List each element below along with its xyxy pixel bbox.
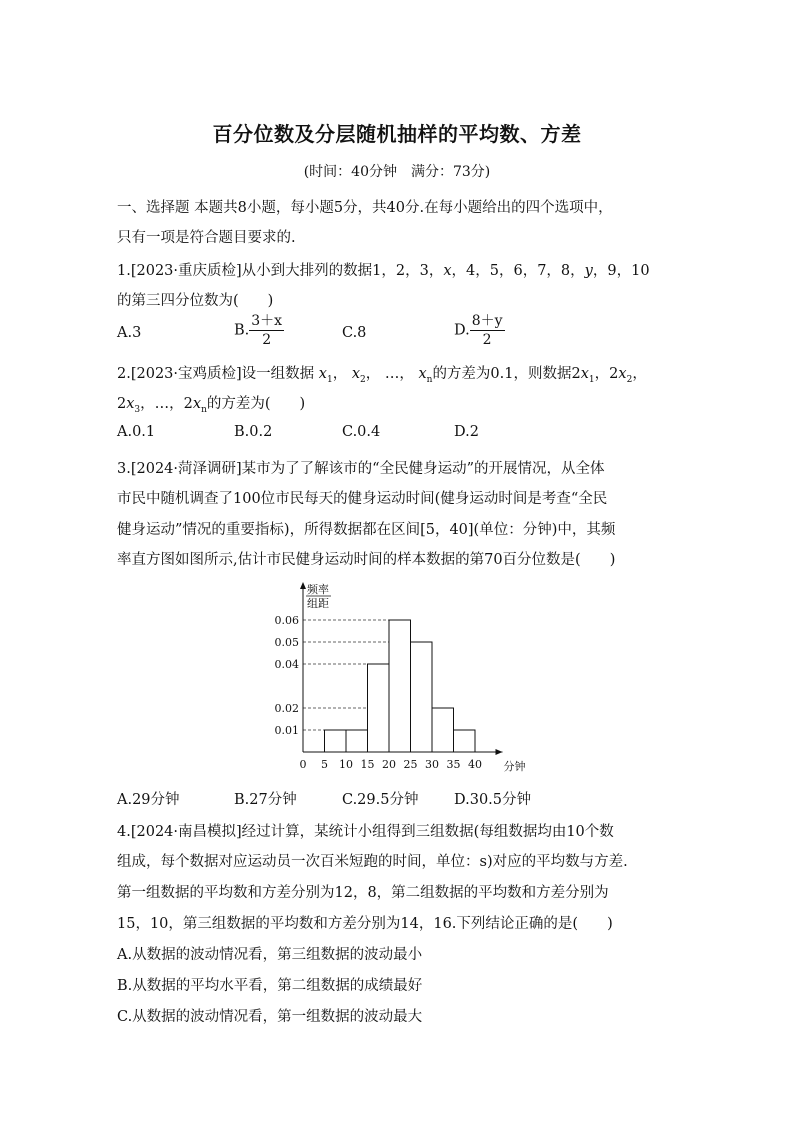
q1-var-x: x: [443, 263, 452, 279]
q1-option-b-fraction: [249, 312, 284, 349]
x-tick-label: 40: [468, 758, 482, 771]
q2-option-b: B.0.2: [234, 424, 273, 440]
q2-sub: 2: [626, 374, 633, 385]
q1-option-d: [454, 312, 505, 349]
q1-option-a: A.3: [117, 325, 142, 341]
x-tick-label: 10: [339, 758, 353, 771]
y-tick-label: 0.06: [274, 614, 299, 627]
fraction-numerator: 8＋y: [471, 313, 503, 329]
q3-stem-line3: 健身运动”情况的重要指标)，所得数据都在区间[5，40](单位：分钟)中，其频: [117, 522, 616, 538]
x-axis-label: 分钟: [503, 760, 526, 773]
x-tick-label: 35: [446, 758, 461, 771]
histogram-bar: [454, 730, 476, 752]
y-axis-label-numerator: 频率: [307, 583, 329, 596]
x-tick-label: 5: [321, 758, 328, 771]
q2-option-c: C.0.4: [342, 424, 381, 440]
q1-text-a: 1.[2023·重庆质检]从小到大排列的数据1，2，3，: [117, 263, 444, 279]
x-origin-label: 0: [299, 758, 307, 771]
q2-option-a: A.0.1: [117, 424, 156, 440]
q2-ellipsis: …: [384, 366, 400, 382]
x-tick-label: 25: [403, 758, 418, 771]
q4-option-a: A.从数据的波动情况看，第三组数据的波动最小: [117, 947, 423, 963]
frequency-histogram: [260, 580, 530, 778]
q4-stem-line4: 15，10，第三组数据的平均数和方差分别为14，16.下列结论正确的是( ): [117, 916, 613, 932]
histogram-bar: [389, 620, 411, 752]
section-heading-line1: 一、选择题 本题共8小题，每小题5分，共40分.在每小题给出的四个选项中，: [117, 200, 613, 216]
x-tick-label: 30: [425, 758, 439, 771]
q2-sub: n: [426, 374, 433, 385]
histogram-bar: [368, 664, 390, 752]
q2-var: x: [418, 366, 427, 382]
q2-sep: ，: [399, 366, 414, 382]
q2-sep: ，: [632, 366, 647, 382]
y-axis-label-denominator: 组距: [307, 597, 329, 610]
q3-option-c: C.29.5分钟: [342, 792, 419, 808]
q2-var: x: [580, 366, 589, 382]
q2-var: x: [318, 366, 327, 382]
q2-sep: ，: [169, 396, 184, 412]
q2-sub: 1: [588, 374, 595, 385]
q2-option-d: D.2: [454, 424, 479, 440]
fraction-denominator: 2: [482, 332, 492, 348]
q3-option-d: D.30.5分钟: [454, 792, 532, 808]
q3-option-b: B.27分钟: [234, 792, 297, 808]
q3-option-a: A.29分钟: [117, 792, 180, 808]
histogram-bar: [346, 730, 368, 752]
q2-sep: ，: [594, 366, 610, 382]
y-axis-arrow: [300, 582, 306, 589]
q1-text-c: ，9，10: [592, 263, 650, 279]
q4-option-b: B.从数据的平均水平看，第二组数据的成绩最好: [117, 978, 423, 994]
q4-stem-line2: 组成，每个数据对应运动员一次百米短跑的时间，单位：s)对应的平均数与方差.: [117, 854, 628, 870]
q1-text-b: ，4，5，6，7，8，: [451, 263, 585, 279]
q1-var-y: y: [584, 263, 593, 279]
q2-coef: 2: [571, 366, 581, 382]
q2-coef: 2: [609, 366, 619, 382]
q2-coef: 2: [183, 396, 193, 412]
exam-meta: (时间：40分钟 满分：73分): [303, 164, 491, 180]
q1-option-b-label: B.: [234, 322, 250, 339]
q1-option-b: [234, 312, 284, 349]
section-heading-line2: 只有一项是符合题目要求的.: [117, 230, 296, 246]
q1-option-d-fraction: [470, 312, 505, 349]
histogram-bar: [411, 642, 433, 752]
x-tick-label: 15: [360, 758, 375, 771]
y-tick-label: 0.05: [274, 636, 299, 649]
fraction-numerator: 3＋x: [251, 313, 283, 329]
q2-var: x: [351, 366, 360, 382]
q3-stem-line4: 率直方图如图所示,估计市民健身运动时间的样本数据的第70百分位数是( ): [117, 552, 616, 568]
y-tick-label: 0.02: [274, 702, 299, 715]
q2-text-b: 的方差为0.1，则数据: [432, 366, 572, 382]
q1-option-c: C.8: [342, 325, 367, 341]
q2-sep: ，: [140, 396, 155, 412]
q2-var: x: [126, 396, 135, 412]
q4-option-c: C.从数据的波动情况看，第一组数据的波动最大: [117, 1009, 423, 1025]
q2-stem-line2: [117, 392, 305, 415]
q3-stem-line1: 3.[2024·菏泽调研]某市为了了解该市的“全民健身运动”的开展情况，从全体: [117, 461, 605, 477]
q2-var: x: [618, 366, 627, 382]
histogram-bar: [325, 730, 347, 752]
q2-coef: 2: [117, 396, 127, 412]
y-tick-label: 0.04: [274, 658, 299, 671]
q2-ellipsis: …: [154, 396, 170, 412]
q2-stem-line1: [117, 362, 647, 385]
q2-text-a: 2.[2023·宝鸡质检]设一组数据: [117, 366, 315, 382]
q1-stem-line2: 的第三四分位数为( ): [117, 293, 274, 309]
q2-sub: 1: [326, 374, 333, 385]
q4-stem-line3: 第一组数据的平均数和方差分别为12，8，第二组数据的平均数和方差分别为: [117, 885, 609, 901]
q1-option-d-label: D.: [454, 322, 470, 339]
q3-stem-line2: 市民中随机调查了100位市民每天的健身运动时间(健身运动时间是考查“全民: [117, 491, 608, 507]
y-tick-label: 0.01: [274, 724, 299, 737]
x-axis-arrow: [496, 749, 503, 755]
histogram-bar: [432, 708, 454, 752]
x-tick-label: 20: [382, 758, 396, 771]
q2-sub: n: [201, 404, 207, 415]
q4-stem-line1: 4.[2024·南昌模拟]经过计算，某统计小组得到三组数据(每组数据均由10个数: [117, 824, 614, 840]
q2-sub: 2: [360, 374, 366, 385]
page-title: 百分位数及分层随机抽样的平均数、方差: [212, 122, 582, 146]
q2-sub: 3: [134, 404, 141, 415]
q2-text-c: 的方差为( ): [206, 396, 306, 412]
q2-sep: ，: [365, 366, 381, 382]
q1-stem-line1: [117, 259, 650, 280]
q2-sep: ，: [332, 366, 348, 382]
fraction-denominator: 2: [262, 332, 272, 348]
q2-var: x: [192, 396, 202, 412]
